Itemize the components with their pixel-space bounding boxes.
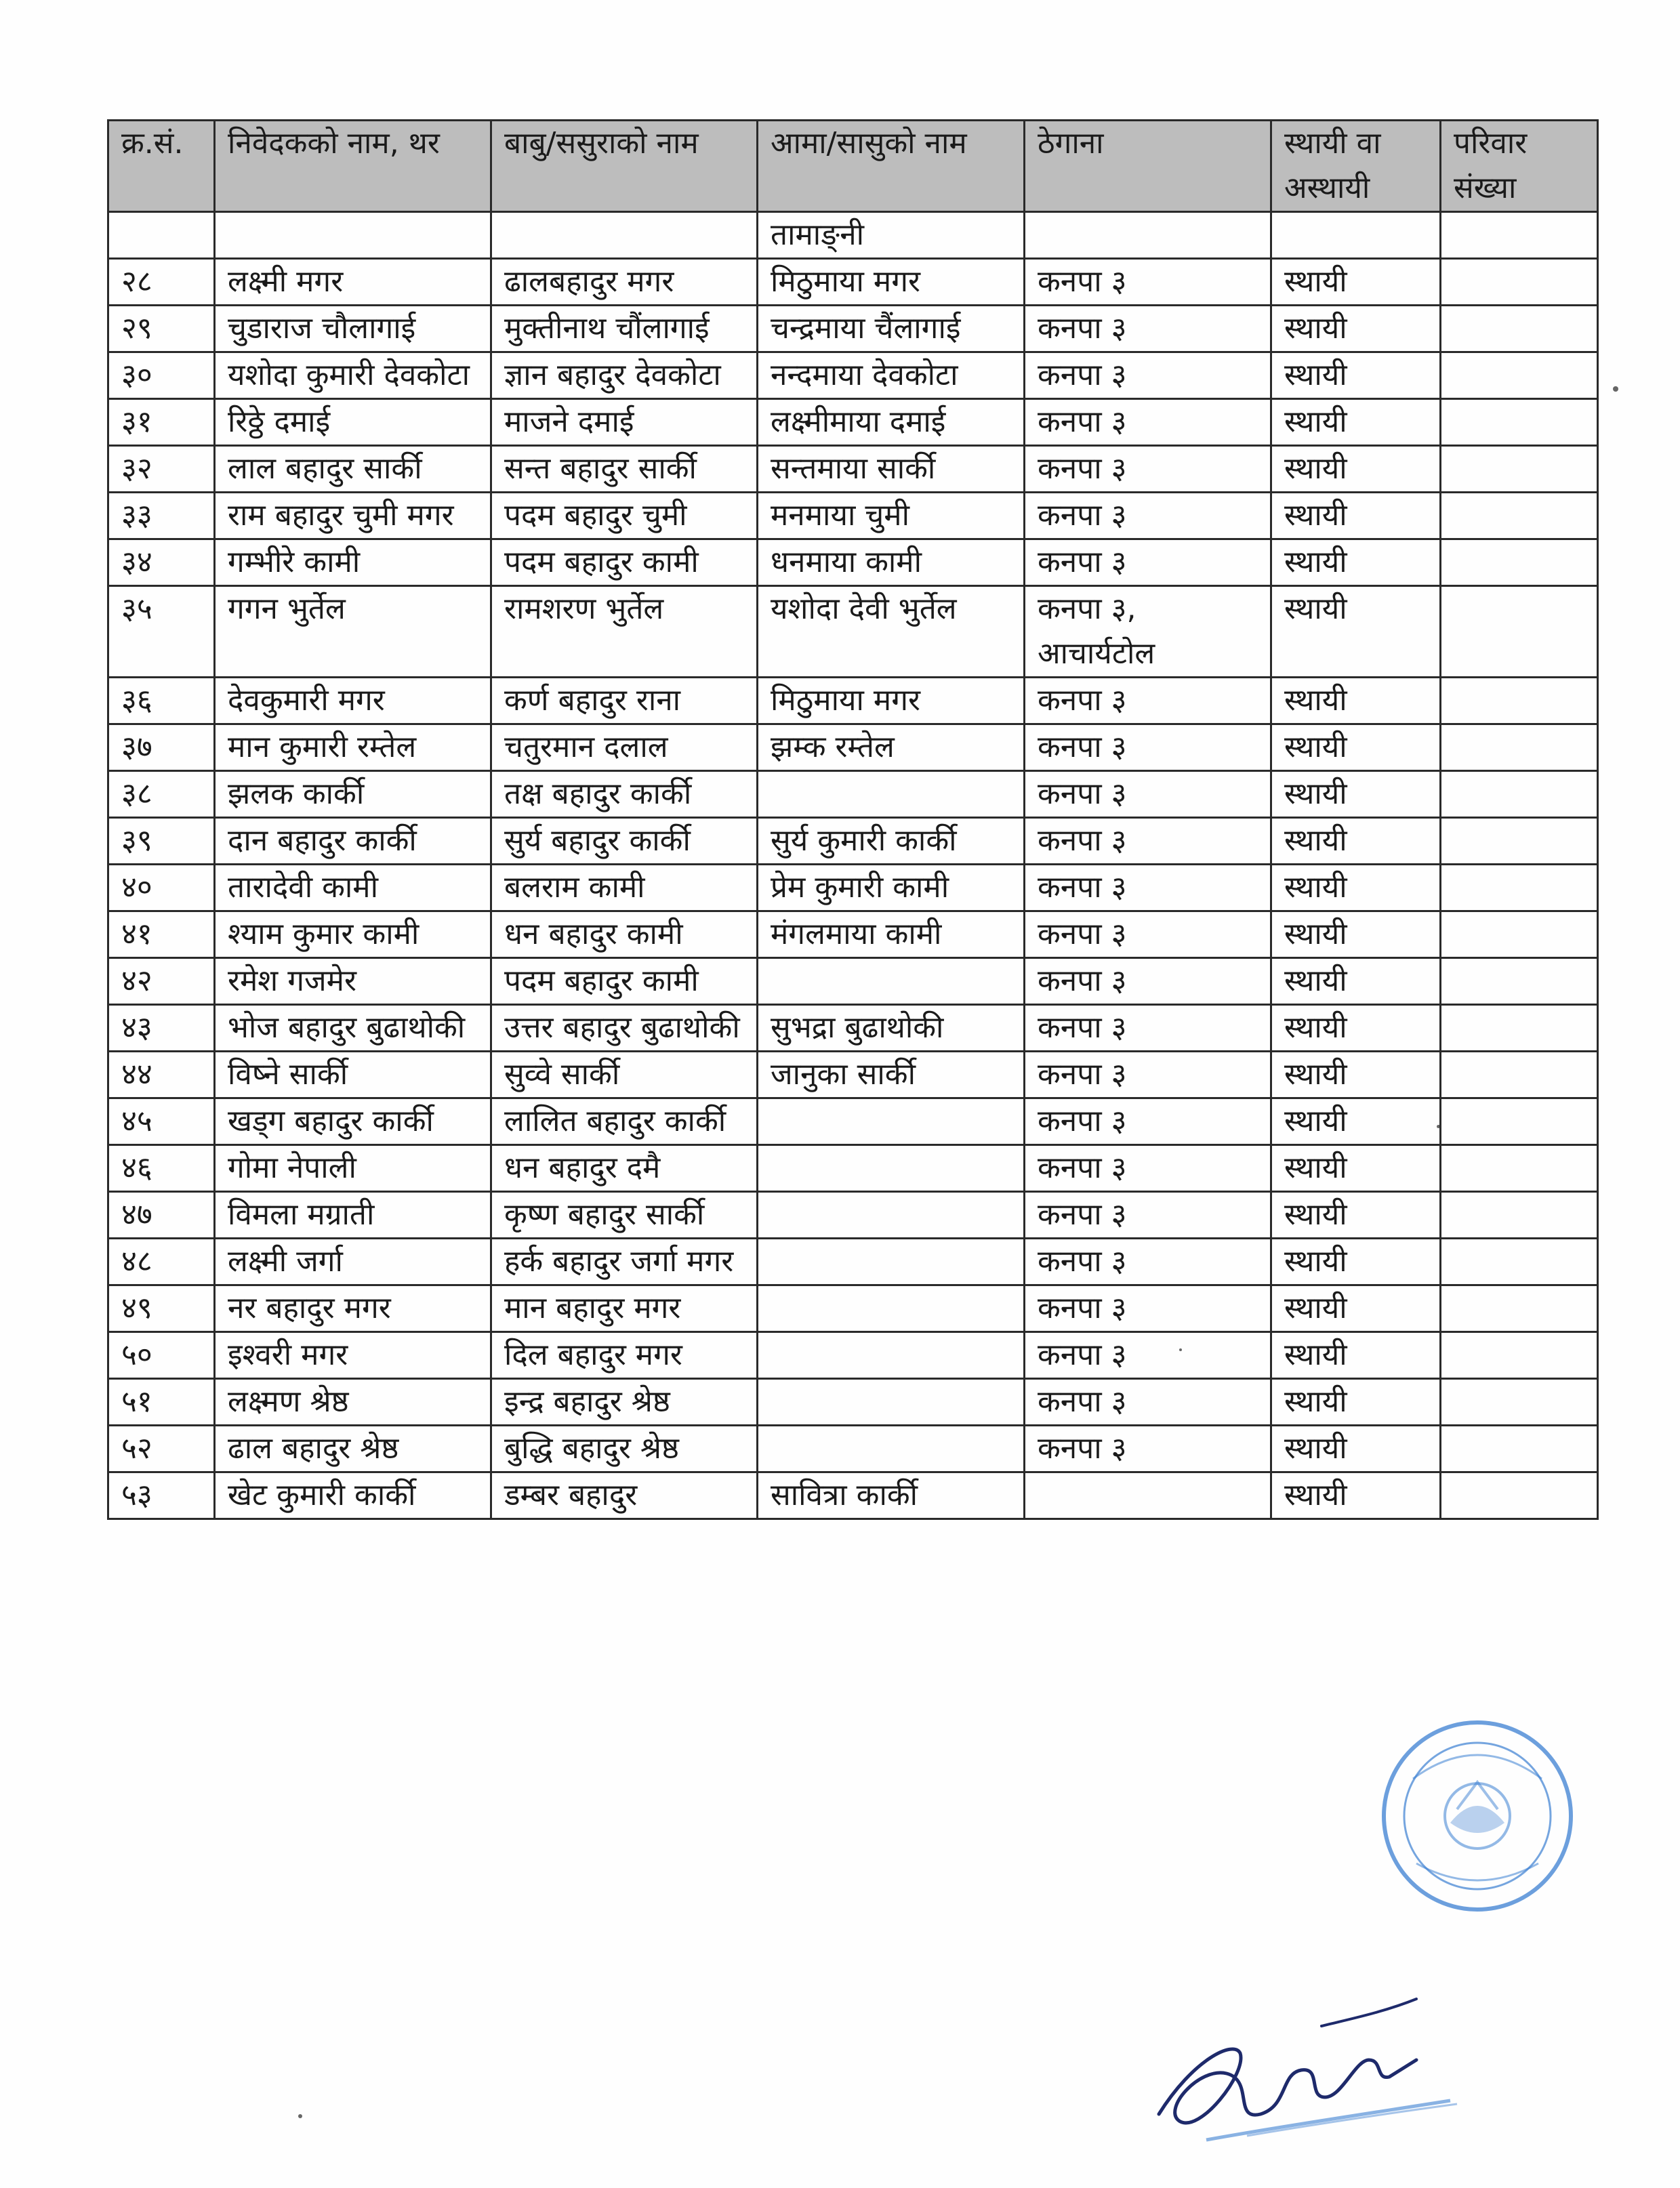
table-row: [108, 352, 1598, 399]
father-name-cell: धन बहादुर कामी: [491, 911, 758, 958]
applicant-name-cell: नर बहादुर मगर: [215, 1285, 491, 1332]
residency-status-cell: स्थायी: [1271, 724, 1441, 771]
address-cell: कनपा ३: [1025, 1285, 1271, 1332]
serial-number-cell: २९: [108, 306, 215, 352]
serial-number-cell: ३३: [108, 493, 215, 539]
residency-status-cell: स्थायी: [1271, 1192, 1441, 1239]
serial-number-cell: ४८: [108, 1239, 215, 1285]
applicant-name-cell: विमला मग्राती: [215, 1192, 491, 1239]
table-header: [108, 121, 1598, 212]
father-name-cell: चतुरमान दलाल: [491, 724, 758, 771]
father-name-cell: मान बहादुर मगर: [491, 1285, 758, 1332]
mother-name-cell: मिठुमाया मगर: [758, 678, 1025, 724]
address-cell: कनपा ३: [1025, 399, 1271, 446]
address-cell: कनपा ३, आचार्यटोल: [1025, 586, 1271, 678]
serial-number-cell: ४३: [108, 1005, 215, 1052]
family-count-cell: [1441, 446, 1598, 493]
father-name-cell: बुद्धि बहादुर श्रेष्ठ: [491, 1426, 758, 1472]
family-count-cell: [1441, 1145, 1598, 1192]
serial-number-cell: ३७: [108, 724, 215, 771]
serial-number-cell: ३४: [108, 539, 215, 586]
serial-number-cell: २८: [108, 259, 215, 306]
table-body: [108, 212, 1598, 1519]
father-name-cell: सुर्य बहादुर कार्की: [491, 818, 758, 865]
serial-number-cell: ४०: [108, 865, 215, 911]
column-header: स्थायी वा अस्थायी: [1271, 121, 1441, 212]
mother-name-cell: [758, 771, 1025, 818]
table-row: [108, 1098, 1598, 1145]
table-row: [108, 1285, 1598, 1332]
residency-status-cell: स्थायी: [1271, 678, 1441, 724]
applicant-name-cell: देवकुमारी मगर: [215, 678, 491, 724]
serial-number-cell: ३१: [108, 399, 215, 446]
serial-number-cell: ४१: [108, 911, 215, 958]
mother-name-cell: जानुका सार्की: [758, 1052, 1025, 1098]
mother-name-cell: सन्तमाया सार्की: [758, 446, 1025, 493]
father-name-cell: ढालबहादुर मगर: [491, 259, 758, 306]
address-cell: कनपा ३: [1025, 958, 1271, 1005]
applicant-name-cell: गगन भुर्तेल: [215, 586, 491, 678]
address-cell: कनपा ३: [1025, 1239, 1271, 1285]
residency-status-cell: स्थायी: [1271, 539, 1441, 586]
applicant-name-cell: यशोदा कुमारी देवकोटा: [215, 352, 491, 399]
table-row: [108, 1332, 1598, 1379]
applicant-name-cell: ढाल बहादुर श्रेष्ठ: [215, 1426, 491, 1472]
scan-speck: [298, 2114, 302, 2118]
applicant-name-cell: तारादेवी कामी: [215, 865, 491, 911]
family-count-cell: [1441, 1472, 1598, 1519]
mother-name-cell: चन्द्रमाया चैंलागाई: [758, 306, 1025, 352]
father-name-cell: सुव्वे सार्की: [491, 1052, 758, 1098]
family-count-cell: [1441, 1285, 1598, 1332]
mother-name-cell: [758, 1145, 1025, 1192]
residency-status-cell: स्थायी: [1271, 1332, 1441, 1379]
residency-status-cell: स्थायी: [1271, 493, 1441, 539]
father-name-cell: धन बहादुर दमै: [491, 1145, 758, 1192]
mother-name-cell: [758, 1098, 1025, 1145]
mother-name-cell: [758, 1192, 1025, 1239]
mother-name-cell: [758, 1285, 1025, 1332]
table-row: [108, 1379, 1598, 1426]
father-name-cell: बलराम कामी: [491, 865, 758, 911]
table-row: [108, 446, 1598, 493]
applicant-name-cell: लक्ष्मी जर्गा: [215, 1239, 491, 1285]
address-cell: कनपा ३: [1025, 818, 1271, 865]
father-name-cell: दिल बहादुर मगर: [491, 1332, 758, 1379]
father-name-cell: [491, 212, 758, 259]
family-count-cell: [1441, 259, 1598, 306]
family-count-cell: [1441, 958, 1598, 1005]
mother-name-cell: सावित्रा कार्की: [758, 1472, 1025, 1519]
family-count-cell: [1441, 586, 1598, 678]
scan-speck: [1613, 386, 1618, 392]
serial-number-cell: ४५: [108, 1098, 215, 1145]
table-row: [108, 1239, 1598, 1285]
table-row: [108, 1472, 1598, 1519]
address-cell: कनपा ३: [1025, 1098, 1271, 1145]
residency-status-cell: स्थायी: [1271, 352, 1441, 399]
address-cell: कनपा ३: [1025, 771, 1271, 818]
table-row: [108, 771, 1598, 818]
family-count-cell: [1441, 539, 1598, 586]
mother-name-cell: यशोदा देवी भुर्तेल: [758, 586, 1025, 678]
family-count-cell: [1441, 1379, 1598, 1426]
residency-status-cell: स्थायी: [1271, 1005, 1441, 1052]
family-count-cell: [1441, 818, 1598, 865]
father-name-cell: कृष्ण बहादुर सार्की: [491, 1192, 758, 1239]
serial-number-cell: ४९: [108, 1285, 215, 1332]
header-row: [108, 121, 1598, 212]
address-cell: कनपा ३: [1025, 678, 1271, 724]
applicant-name-cell: दान बहादुर कार्की: [215, 818, 491, 865]
applicant-name-cell: इश्वरी मगर: [215, 1332, 491, 1379]
family-count-cell: [1441, 1005, 1598, 1052]
applicant-name-cell: गम्भीरे कामी: [215, 539, 491, 586]
serial-number-cell: ५०: [108, 1332, 215, 1379]
address-cell: [1025, 212, 1271, 259]
serial-number-cell: ४२: [108, 958, 215, 1005]
mother-name-cell: सुभद्रा बुढाथोकी: [758, 1005, 1025, 1052]
mother-name-cell: [758, 1379, 1025, 1426]
applicant-name-cell: लक्ष्मण श्रेष्ठ: [215, 1379, 491, 1426]
residency-status-cell: स्थायी: [1271, 306, 1441, 352]
residency-status-cell: स्थायी: [1271, 1379, 1441, 1426]
column-header: क्र.सं.: [108, 121, 215, 212]
mother-name-cell: नन्दमाया देवकोटा: [758, 352, 1025, 399]
residency-status-cell: स्थायी: [1271, 259, 1441, 306]
column-header: निवेदकको नाम, थर: [215, 121, 491, 212]
table-row: [108, 865, 1598, 911]
beneficiary-table: [107, 119, 1599, 1520]
address-cell: कनपा ३: [1025, 539, 1271, 586]
residency-status-cell: स्थायी: [1271, 1285, 1441, 1332]
address-cell: कनपा ३: [1025, 1005, 1271, 1052]
address-cell: कनपा ३: [1025, 724, 1271, 771]
applicant-name-cell: [215, 212, 491, 259]
father-name-cell: इन्द्र बहादुर श्रेष्ठ: [491, 1379, 758, 1426]
mother-name-cell: मिठुमाया मगर: [758, 259, 1025, 306]
residency-status-cell: स्थायी: [1271, 911, 1441, 958]
residency-status-cell: स्थायी: [1271, 586, 1441, 678]
serial-number-cell: ४७: [108, 1192, 215, 1239]
family-count-cell: [1441, 306, 1598, 352]
serial-number-cell: ५२: [108, 1426, 215, 1472]
family-count-cell: [1441, 1426, 1598, 1472]
mother-name-cell: [758, 958, 1025, 1005]
residency-status-cell: स्थायी: [1271, 771, 1441, 818]
family-count-cell: [1441, 352, 1598, 399]
applicant-name-cell: गोमा नेपाली: [215, 1145, 491, 1192]
address-cell: कनपा ३: [1025, 911, 1271, 958]
mother-name-cell: प्रेम कुमारी कामी: [758, 865, 1025, 911]
serial-number-cell: [108, 212, 215, 259]
residency-status-cell: स्थायी: [1271, 1426, 1441, 1472]
father-name-cell: सन्त बहादुर सार्की: [491, 446, 758, 493]
father-name-cell: हर्क बहादुर जर्गा मगर: [491, 1239, 758, 1285]
residency-status-cell: स्थायी: [1271, 1472, 1441, 1519]
mother-name-cell: धनमाया कामी: [758, 539, 1025, 586]
father-name-cell: पदम बहादुर चुमी: [491, 493, 758, 539]
father-name-cell: डम्बर बहादुर: [491, 1472, 758, 1519]
family-count-cell: [1441, 493, 1598, 539]
serial-number-cell: ३२: [108, 446, 215, 493]
family-count-cell: [1441, 911, 1598, 958]
table-row: [108, 1052, 1598, 1098]
address-cell: कनपा ३: [1025, 1192, 1271, 1239]
applicant-name-cell: खेट कुमारी कार्की: [215, 1472, 491, 1519]
family-count-cell: [1441, 1332, 1598, 1379]
table-row: [108, 399, 1598, 446]
applicant-name-cell: खड्ग बहादुर कार्की: [215, 1098, 491, 1145]
father-name-cell: पदम बहादुर कामी: [491, 539, 758, 586]
address-cell: कनपा ३: [1025, 1379, 1271, 1426]
table-row: [108, 586, 1598, 678]
family-count-cell: [1441, 865, 1598, 911]
serial-number-cell: ५१: [108, 1379, 215, 1426]
address-cell: कनपा ३: [1025, 493, 1271, 539]
family-count-cell: [1441, 724, 1598, 771]
residency-status-cell: स्थायी: [1271, 446, 1441, 493]
father-name-cell: कर्ण बहादुर राना: [491, 678, 758, 724]
family-count-cell: [1441, 399, 1598, 446]
mother-name-cell: झम्क रम्तेल: [758, 724, 1025, 771]
table-row: [108, 539, 1598, 586]
family-count-cell: [1441, 771, 1598, 818]
serial-number-cell: ३५: [108, 586, 215, 678]
office-seal: [1376, 1714, 1579, 1918]
mother-name-cell: मनमाया चुमी: [758, 493, 1025, 539]
mother-name-cell: लक्ष्मीमाया दमाई: [758, 399, 1025, 446]
residency-status-cell: स्थायी: [1271, 958, 1441, 1005]
family-count-cell: [1441, 1098, 1598, 1145]
father-name-cell: ज्ञान बहादुर देवकोटा: [491, 352, 758, 399]
applicant-name-cell: झलक कार्की: [215, 771, 491, 818]
official-signature: [1098, 1958, 1477, 2162]
address-cell: कनपा ३: [1025, 865, 1271, 911]
residency-status-cell: स्थायी: [1271, 399, 1441, 446]
applicant-name-cell: लक्ष्मी मगर: [215, 259, 491, 306]
serial-number-cell: ४४: [108, 1052, 215, 1098]
residency-status-cell: [1271, 212, 1441, 259]
serial-number-cell: ३९: [108, 818, 215, 865]
family-count-cell: [1441, 1239, 1598, 1285]
address-cell: [1025, 1472, 1271, 1519]
applicant-name-cell: रिठ्ठे दमाई: [215, 399, 491, 446]
table-row: [108, 1005, 1598, 1052]
applicant-name-cell: भोज बहादुर बुढाथोकी: [215, 1005, 491, 1052]
column-header: आमा/सासुको नाम: [758, 121, 1025, 212]
father-name-cell: रामशरण भुर्तेल: [491, 586, 758, 678]
table-row: [108, 1145, 1598, 1192]
mother-name-cell: [758, 1426, 1025, 1472]
mother-name-cell: तामाङ्नी: [758, 212, 1025, 259]
address-cell: कनपा ३: [1025, 352, 1271, 399]
serial-number-cell: ३८: [108, 771, 215, 818]
table-row: [108, 212, 1598, 259]
father-name-cell: तक्ष बहादुर कार्की: [491, 771, 758, 818]
residency-status-cell: स्थायी: [1271, 1239, 1441, 1285]
serial-number-cell: ३०: [108, 352, 215, 399]
table-row: [108, 306, 1598, 352]
table-row: [108, 818, 1598, 865]
table-row: [108, 911, 1598, 958]
family-count-cell: [1441, 1052, 1598, 1098]
residency-status-cell: स्थायी: [1271, 818, 1441, 865]
table-row: [108, 493, 1598, 539]
table-row: [108, 1192, 1598, 1239]
serial-number-cell: ३६: [108, 678, 215, 724]
family-count-cell: [1441, 1192, 1598, 1239]
residency-status-cell: स्थायी: [1271, 1145, 1441, 1192]
father-name-cell: माजने दमाई: [491, 399, 758, 446]
address-cell: कनपा ३: [1025, 446, 1271, 493]
table-row: [108, 958, 1598, 1005]
table-row: [108, 678, 1598, 724]
address-cell: कनपा ३: [1025, 1052, 1271, 1098]
father-name-cell: मुक्तीनाथ चौंलागाई: [491, 306, 758, 352]
father-name-cell: पदम बहादुर कामी: [491, 958, 758, 1005]
residency-status-cell: स्थायी: [1271, 1098, 1441, 1145]
column-header: बाबु/ससुराको नाम: [491, 121, 758, 212]
address-cell: कनपा ३: [1025, 1426, 1271, 1472]
mother-name-cell: [758, 1239, 1025, 1285]
column-header: ठेगाना: [1025, 121, 1271, 212]
father-name-cell: उत्तर बहादुर बुढाथोकी: [491, 1005, 758, 1052]
applicant-name-cell: मान कुमारी रम्तेल: [215, 724, 491, 771]
applicant-name-cell: चुडाराज चौलागाई: [215, 306, 491, 352]
address-cell: कनपा ३: [1025, 1332, 1271, 1379]
family-count-cell: [1441, 212, 1598, 259]
mother-name-cell: [758, 1332, 1025, 1379]
address-cell: कनपा ३: [1025, 306, 1271, 352]
mother-name-cell: मंगलमाया कामी: [758, 911, 1025, 958]
father-name-cell: लालित बहादुर कार्की: [491, 1098, 758, 1145]
applicant-name-cell: विष्ने सार्की: [215, 1052, 491, 1098]
applicant-name-cell: लाल बहादुर सार्की: [215, 446, 491, 493]
table-row: [108, 259, 1598, 306]
applicant-name-cell: राम बहादुर चुमी मगर: [215, 493, 491, 539]
applicant-name-cell: श्याम कुमार कामी: [215, 911, 491, 958]
table-row: [108, 724, 1598, 771]
column-header: परिवार संख्या: [1441, 121, 1598, 212]
family-count-cell: [1441, 678, 1598, 724]
serial-number-cell: ५३: [108, 1472, 215, 1519]
mother-name-cell: सुर्य कुमारी कार्की: [758, 818, 1025, 865]
residency-status-cell: स्थायी: [1271, 1052, 1441, 1098]
serial-number-cell: ४६: [108, 1145, 215, 1192]
address-cell: कनपा ३: [1025, 259, 1271, 306]
residency-status-cell: स्थायी: [1271, 865, 1441, 911]
applicant-name-cell: रमेश गजमेर: [215, 958, 491, 1005]
address-cell: कनपा ३: [1025, 1145, 1271, 1192]
table-row: [108, 1426, 1598, 1472]
